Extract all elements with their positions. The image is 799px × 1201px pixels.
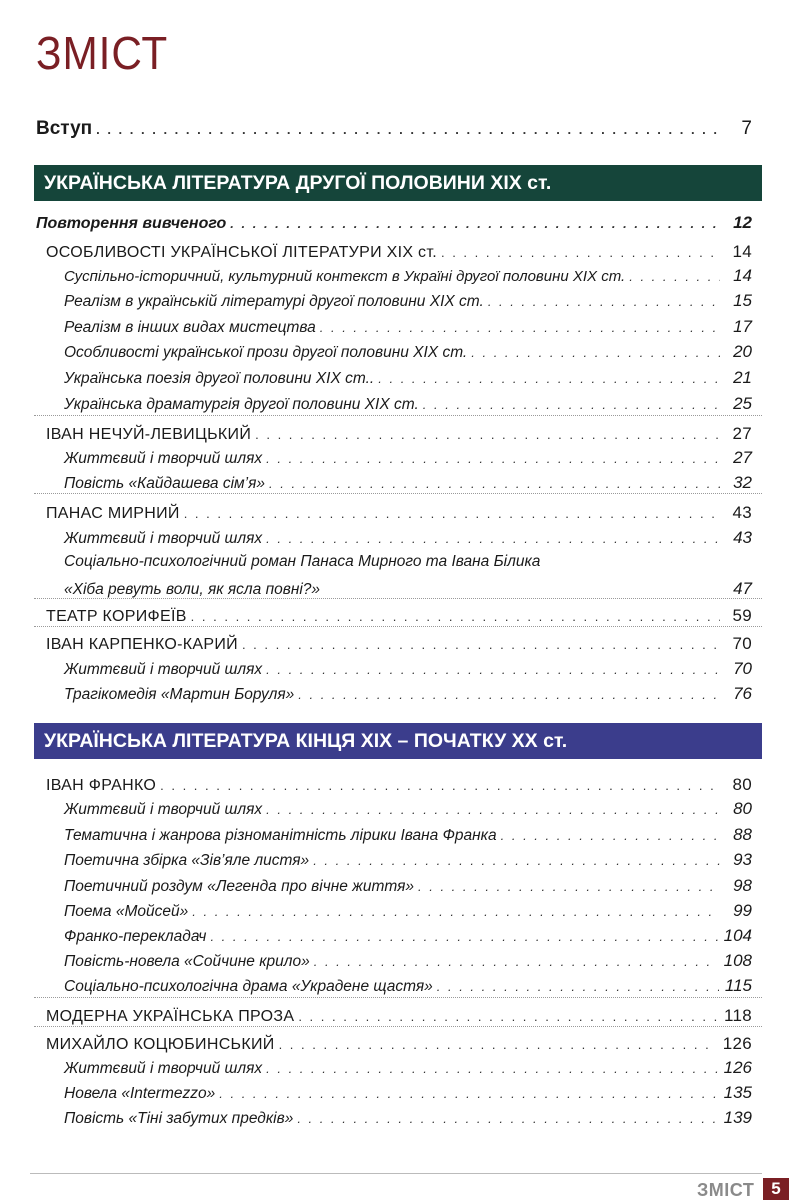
leader-dots bbox=[298, 1009, 718, 1024]
leader-dots bbox=[298, 687, 720, 702]
toc-entry-label: Трагікомедія «Мартин Боруля» bbox=[64, 686, 295, 703]
leader-dots bbox=[437, 979, 719, 994]
leader-dots bbox=[471, 345, 720, 360]
toc-entry[interactable] bbox=[64, 684, 752, 704]
toc-entry[interactable] bbox=[64, 448, 752, 468]
page-number: 139 bbox=[723, 1108, 752, 1127]
leader-dots bbox=[184, 506, 720, 521]
toc-entry-label: Українська драматургія другої половини ХІХ ст. bbox=[64, 396, 419, 413]
page-title: ЗМІСТ bbox=[36, 27, 169, 79]
toc-entry-modern-prose[interactable] bbox=[46, 1006, 752, 1026]
toc-entry[interactable] bbox=[64, 579, 752, 599]
toc-entry-label: Життєвий і творчий шлях bbox=[64, 450, 263, 467]
leader-dots bbox=[423, 397, 720, 412]
page-number: 14 bbox=[733, 266, 752, 285]
leader-dots bbox=[266, 451, 720, 466]
toc-entry-label: «Хіба ревуть воли, як ясла повні?» bbox=[64, 581, 321, 598]
page-number: 47 bbox=[733, 579, 752, 598]
leader-dots bbox=[255, 427, 720, 442]
page-number: 108 bbox=[723, 951, 752, 970]
page-number: 93 bbox=[733, 850, 752, 869]
leader-dots bbox=[266, 802, 720, 817]
page-number: 7 bbox=[741, 118, 752, 139]
toc-entry-label: Повторення вивченого bbox=[36, 215, 227, 232]
divider bbox=[34, 415, 762, 416]
toc-entry-label: ІВАН КАРПЕНКО-КАРИЙ bbox=[46, 636, 238, 653]
divider bbox=[34, 997, 762, 998]
page-number: 59 bbox=[732, 606, 752, 625]
toc-entry[interactable] bbox=[64, 901, 752, 921]
page-number: 25 bbox=[733, 394, 752, 413]
page-number: 126 bbox=[722, 1034, 752, 1053]
footer-label: ЗМІСТ bbox=[697, 1180, 755, 1200]
leader-dots bbox=[279, 1037, 717, 1052]
leader-dots bbox=[297, 1111, 717, 1126]
leader-dots bbox=[313, 853, 720, 868]
toc-entry-label: Поема «Мойсей» bbox=[64, 903, 189, 920]
toc-entry-label: Українська поезія другої половини ХІХ ст.. bbox=[64, 370, 375, 387]
toc-entry-label: МИХАЙЛО КОЦЮБИНСЬКИЙ bbox=[46, 1036, 275, 1053]
toc-entry-label: Тематична і жанрова різноманітність лірики Івана Франка bbox=[64, 827, 497, 844]
page-number: 17 bbox=[733, 317, 752, 336]
toc-entry-label: Новела «Intermezzo» bbox=[64, 1085, 216, 1102]
toc-entry-label: МОДЕРНА УКРАЇНСЬКА ПРОЗА bbox=[46, 1008, 295, 1025]
toc-entry-label: Вступ bbox=[36, 118, 93, 139]
section-heading-19th-century: УКРАЇНСЬКА ЛІТЕРАТУРА ДРУГОЇ ПОЛОВИНИ ХІХ ст. bbox=[34, 165, 762, 201]
toc-entry[interactable] bbox=[64, 1083, 752, 1103]
toc-entry-review[interactable] bbox=[36, 213, 752, 233]
page-number: 32 bbox=[733, 473, 752, 492]
toc-entry-label: Життєвий і творчий шлях bbox=[64, 801, 263, 818]
divider bbox=[34, 598, 762, 599]
page-number: 126 bbox=[723, 1058, 752, 1077]
divider bbox=[34, 493, 762, 494]
toc-entry[interactable] bbox=[64, 291, 752, 311]
toc-entry-label: Повість-новела «Сойчине крило» bbox=[64, 953, 310, 970]
toc-entry-features[interactable] bbox=[46, 242, 752, 262]
toc-entry-label: Соціально-психологічна драма «Украдене щастя» bbox=[64, 978, 433, 995]
page-number: 43 bbox=[733, 528, 752, 547]
divider bbox=[34, 1026, 762, 1027]
toc-entry[interactable] bbox=[64, 342, 752, 362]
page-number: 20 bbox=[733, 342, 752, 361]
page-number: 118 bbox=[723, 1006, 752, 1025]
page-number: 70 bbox=[732, 634, 752, 653]
page-number: 88 bbox=[733, 825, 752, 844]
leader-dots bbox=[441, 245, 720, 260]
leader-dots bbox=[266, 662, 720, 677]
page-number: 135 bbox=[723, 1083, 752, 1102]
leader-dots bbox=[191, 609, 720, 624]
page-number: 115 bbox=[724, 976, 752, 995]
toc-entry-label: ТЕАТР КОРИФЕЇВ bbox=[46, 608, 187, 625]
leader-dots bbox=[219, 1086, 717, 1101]
toc-entry-myrnyi[interactable] bbox=[46, 503, 752, 523]
leader-dots bbox=[96, 122, 720, 137]
toc-entry[interactable] bbox=[64, 926, 752, 946]
toc-entry-intro[interactable] bbox=[36, 118, 752, 140]
page-number: 12 bbox=[733, 213, 752, 232]
leader-dots bbox=[192, 904, 720, 919]
toc-entry-theatre[interactable] bbox=[46, 606, 752, 626]
page-number: 14 bbox=[732, 242, 752, 261]
leader-dots bbox=[418, 879, 720, 894]
page-number: 80 bbox=[733, 799, 752, 818]
page-number: 27 bbox=[732, 424, 752, 443]
page-number: 98 bbox=[733, 876, 752, 895]
toc-entry[interactable] bbox=[64, 825, 752, 845]
page-number: 15 bbox=[733, 291, 752, 310]
toc-entry-label: Життєвий і творчий шлях bbox=[64, 661, 263, 678]
toc-entry-label: Особливості української прози другої половини ХІХ ст. bbox=[64, 344, 468, 361]
leader-dots bbox=[488, 294, 720, 309]
toc-entry[interactable] bbox=[64, 368, 752, 388]
leader-dots bbox=[266, 1061, 717, 1076]
toc-entry-franko[interactable] bbox=[46, 775, 752, 795]
page-number: 43 bbox=[732, 503, 752, 522]
toc-entry-label: Повість «Тіні забутих предків» bbox=[64, 1110, 294, 1127]
toc-entry[interactable] bbox=[64, 317, 752, 337]
toc-entry-label: Поетичний роздум «Легенда про вічне життя» bbox=[64, 878, 415, 895]
toc-entry-label: Повість «Кайдашева сім’я» bbox=[64, 475, 266, 492]
toc-entry[interactable] bbox=[64, 659, 752, 679]
toc-entry-kotsiubynskyi[interactable] bbox=[46, 1034, 752, 1054]
toc-entry[interactable] bbox=[64, 876, 752, 896]
toc-entry[interactable] bbox=[64, 951, 752, 971]
page-number: 70 bbox=[733, 659, 752, 678]
divider bbox=[34, 626, 762, 627]
leader-dots bbox=[629, 269, 720, 284]
page-number: 104 bbox=[723, 926, 752, 945]
leader-dots bbox=[378, 371, 720, 386]
footer-rule bbox=[30, 1173, 762, 1174]
leader-dots bbox=[230, 216, 720, 231]
toc-entry[interactable] bbox=[64, 394, 752, 414]
toc-entry-karpenko[interactable] bbox=[46, 634, 752, 654]
toc-entry-label: Життєвий і творчий шлях bbox=[64, 530, 263, 547]
toc-entry-label: ІВАН ФРАНКО bbox=[46, 777, 157, 794]
toc-entry[interactable] bbox=[64, 473, 752, 493]
leader-dots bbox=[266, 531, 720, 546]
toc-entry-label: Реалізм в українській літературі другої половини ХІХ ст. bbox=[64, 293, 484, 310]
toc-entry[interactable] bbox=[64, 266, 752, 286]
toc-entry-label: ІВАН НЕЧУЙ-ЛЕВИЦЬКИЙ bbox=[46, 426, 252, 443]
leader-dots bbox=[269, 476, 720, 491]
toc-entry[interactable] bbox=[64, 976, 752, 996]
section-heading-turn-of-century: УКРАЇНСЬКА ЛІТЕРАТУРА КІНЦЯ ХІХ – ПОЧАТКУ ХХ ст. bbox=[34, 723, 762, 759]
toc-entry-label: Поетична збірка «Зів’яле листя» bbox=[64, 852, 310, 869]
leader-dots bbox=[314, 954, 718, 969]
toc-entry-label: Франко-перекладач bbox=[64, 928, 207, 945]
leader-dots bbox=[210, 929, 717, 944]
toc-entry-label: ОСОБЛИВОСТІ УКРАЇНСЬКОЇ ЛІТЕРАТУРИ ХІХ ст. bbox=[46, 244, 437, 261]
footer-page-number: 5 bbox=[763, 1178, 789, 1200]
toc-entry-label-line1[interactable]: Соціально-психологічний роман Панаса Мирного та Івана Білика bbox=[64, 553, 541, 570]
leader-dots bbox=[160, 778, 720, 793]
toc-entry-nechuy[interactable] bbox=[46, 424, 752, 444]
page-number: 76 bbox=[733, 684, 752, 703]
toc-entry-label: Реалізм в інших видах мистецтва bbox=[64, 319, 316, 336]
toc-entry-label: Суспільно-історичний, культурний контекст в Україні другої половини ХІХ ст. bbox=[64, 268, 626, 285]
page-number: 80 bbox=[732, 775, 752, 794]
toc-entry[interactable] bbox=[64, 1108, 752, 1128]
toc-entry[interactable] bbox=[64, 1058, 752, 1078]
leader-dots bbox=[320, 320, 720, 335]
leader-dots bbox=[242, 637, 720, 652]
page-number: 99 bbox=[733, 901, 752, 920]
toc-entry-label: ПАНАС МИРНИЙ bbox=[46, 505, 180, 522]
toc-entry[interactable] bbox=[64, 850, 752, 870]
page-number: 27 bbox=[733, 448, 752, 467]
toc-entry[interactable] bbox=[64, 528, 752, 548]
toc-entry[interactable] bbox=[64, 799, 752, 819]
page-number: 21 bbox=[733, 368, 752, 387]
leader-dots bbox=[501, 828, 720, 843]
toc-entry-label: Життєвий і творчий шлях bbox=[64, 1060, 263, 1077]
